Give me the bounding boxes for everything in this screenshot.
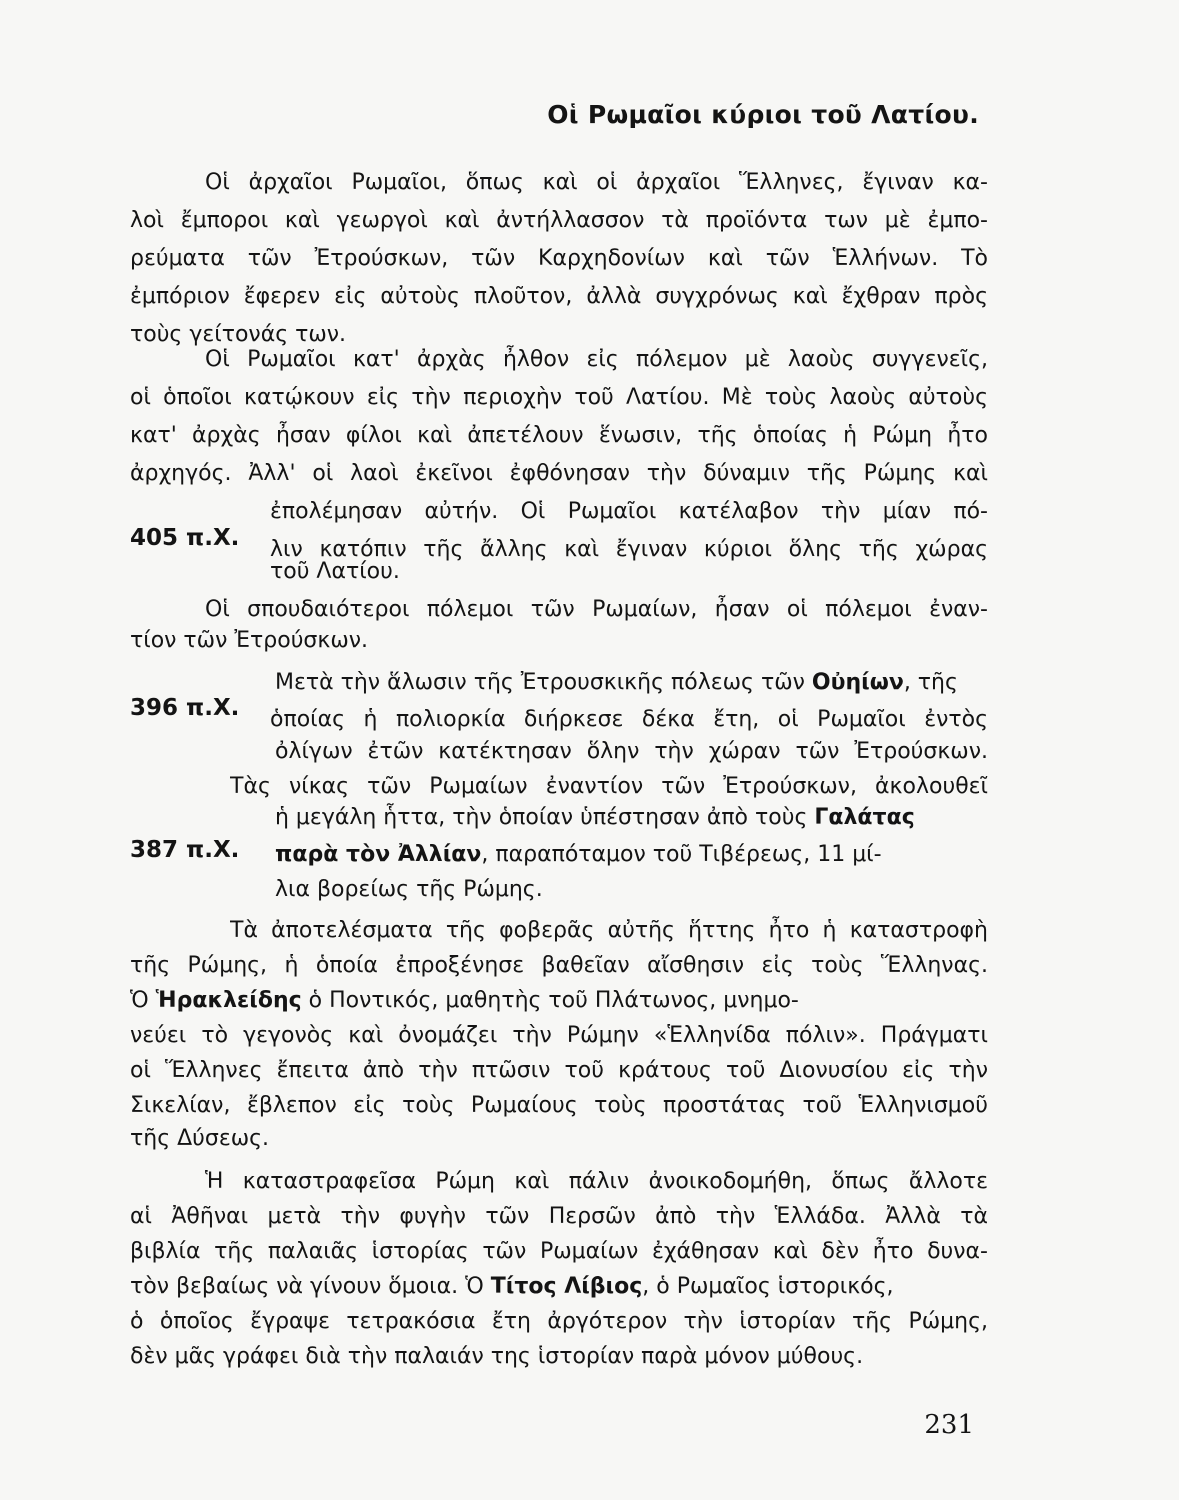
text-run: , παραπόταμον τοῦ Τιβέρεως, 11 μί- [481,842,882,867]
text-run: Μετὰ τὴν ἅλωσιν τῆς Ἐτρουσκικῆς πόλεως τῶν [275,670,805,695]
text-line-mixed [275,840,988,870]
text-line: βιβλία τῆς παλαιᾶς ἱστορίας τῶν Ρωμαίων ἐχάθησαν καὶ δὲν ἦτο δυνα- [130,1239,988,1264]
text-line: τίον τῶν Ἐτρούσκων. [130,628,369,653]
text-line: τῆς Δύσεως. [130,1126,270,1151]
text-line: Ἡ καταστραφεῖσα Ρώμη καὶ πάλιν ἀνοικοδομήθη, ὅπως ἄλλοτε [205,1169,988,1194]
text-line: Σικελίαν, ἔβλεπον εἰς τοὺς Ρωμαίους τοὺς προστάτας τοῦ Ἑλληνισμοῦ [130,1093,988,1118]
text-line: λια βορείως τῆς Ρώμης. [275,877,543,902]
bold-name-oueion: Οὐηίων [811,670,904,695]
text-line: οἱ ὁποῖοι κατῴκουν εἰς τὴν περιοχὴν τοῦ Λατίου. Μὲ τοὺς λαοὺς αὐτοὺς [130,385,988,410]
date-label-387: 387 π.Χ. [130,837,240,863]
text-line: ρεύματα τῶν Ἐτρούσκων, τῶν Καρχηδονίων καὶ τῶν Ἑλλήνων. Τὸ [130,246,988,271]
text-line-mixed [275,803,988,833]
text-line: τῆς Ρώμης, ἡ ὁποία ἐπροξένησε βαθεῖαν αἴσθησιν εἰς τοὺς Ἕλληνας. [130,953,988,978]
text-line: ὀλίγων ἐτῶν κατέκτησαν ὅλην τὴν χώραν τῶν Ἐτρούσκων. [275,739,988,764]
text-line: Οἱ Ρωμαῖοι κατ' ἀρχὰς ἦλθον εἰς πόλεμον μὲ λαοὺς συγγενεῖς, [205,347,988,372]
text-run: , ὁ Ρωμαῖος ἱστορικός, [642,1274,894,1299]
text-run: , τῆς [903,670,958,695]
text-line-mixed [130,1272,988,1302]
text-line: Οἱ σπουδαιότεροι πόλεμοι τῶν Ρωμαίων, ἦσαν οἱ πόλεμοι ἐναν- [205,597,988,622]
text-line-mixed [275,668,988,698]
bold-name-herakleides: Ἡρακλείδης [155,988,302,1013]
text-line: δὲν μᾶς γράφει διὰ τὴν παλαιάν της ἱστορίαν παρὰ μόνον μύθους. [130,1344,864,1369]
text-line: οἱ Ἕλληνες ἔπειτα ἀπὸ τὴν πτῶσιν τοῦ κράτους τοῦ Διονυσίου εἰς τὴν [130,1058,988,1083]
section-title: Οἱ Ρωμαῖοι κύριοι τοῦ Λατίου. [547,100,979,129]
text-line: κατ' ἀρχὰς ἦσαν φίλοι καὶ ἀπετέλουν ἕνωσιν, τῆς ὁποίας ἡ Ρώμη ἦτο [130,423,988,448]
text-line: ὁποίας ἡ πολιορκία διήρκεσε δέκα ἔτη, οἱ Ρωμαῖοι ἐντὸς [270,707,988,732]
date-label-396: 396 π.Χ. [130,695,240,721]
text-run: ὁ Ποντικός, μαθητὴς τοῦ Πλάτωνος, μνημο- [308,988,799,1013]
text-line: Τὰ ἀποτελέσματα τῆς φοβερᾶς αὐτῆς ἥττης ἦτο ἡ καταστροφὴ [230,918,988,943]
text-run: Ὁ [130,988,149,1013]
page-number: 231 [924,1410,974,1440]
text-line: ὁ ὁποῖος ἔγραψε τετρακόσια ἔτη ἀργότερον τὴν ἱστορίαν τῆς Ρώμης, [130,1309,988,1334]
text-run: ἡ μεγάλη ἧττα, τὴν ὁποίαν ὑπέστησαν ἀπὸ τοὺς [275,805,808,830]
text-line: ἐπολέμησαν αὐτήν. Οἱ Ρωμαῖοι κατέλαβον τὴν μίαν πό- [270,499,988,524]
text-line: τοῦ Λατίου. [270,559,400,584]
text-line: ἀρχηγός. Ἀλλ' οἱ λαοὶ ἐκεῖνοι ἐφθόνησαν τὴν δύναμιν τῆς Ρώμης καὶ [130,461,988,486]
text-line: λοὶ ἔμποροι καὶ γεωργοὶ καὶ ἀντήλλασσον τὰ προϊόντα των μὲ ἐμπο- [130,208,988,233]
bold-name-titos-livios: Τίτος Λίβιος [490,1274,643,1299]
text-line: λιν κατόπιν τῆς ἄλλης καὶ ἔγιναν κύριοι ὅλης τῆς χώρας [270,537,988,562]
text-line: Τὰς νίκας τῶν Ρωμαίων ἐναντίον τῶν Ἐτρούσκων, ἀκολουθεῖ [230,774,988,799]
date-label-405: 405 π.Χ. [130,525,240,551]
bold-place-allia: παρὰ τὸν Ἀλλίαν [275,842,482,867]
text-run: τὸν βεβαίως νὰ γίνουν ὅμοια. Ὁ [130,1274,484,1299]
text-line-mixed [130,986,988,1016]
text-line: νεύει τὸ γεγονὸς καὶ ὀνομάζει τὴν Ρώμην «Ἑλληνίδα πόλιν». Πράγματι [130,1023,988,1048]
text-line: τοὺς γείτονάς των. [130,322,347,347]
text-line: αἱ Ἀθῆναι μετὰ τὴν φυγὴν τῶν Περσῶν ἀπὸ τὴν Ἑλλάδα. Ἀλλὰ τὰ [130,1204,988,1229]
bold-name-galatas: Γαλάτας [814,805,915,830]
text-line: Οἱ ἀρχαῖοι Ρωμαῖοι, ὅπως καὶ οἱ ἀρχαῖοι Ἕλληνες, ἔγιναν κα- [205,170,988,195]
text-line: ἐμπόριον ἔφερεν εἰς αὐτοὺς πλοῦτον, ἀλλὰ συγχρόνως καὶ ἔχθραν πρὸς [130,284,988,309]
